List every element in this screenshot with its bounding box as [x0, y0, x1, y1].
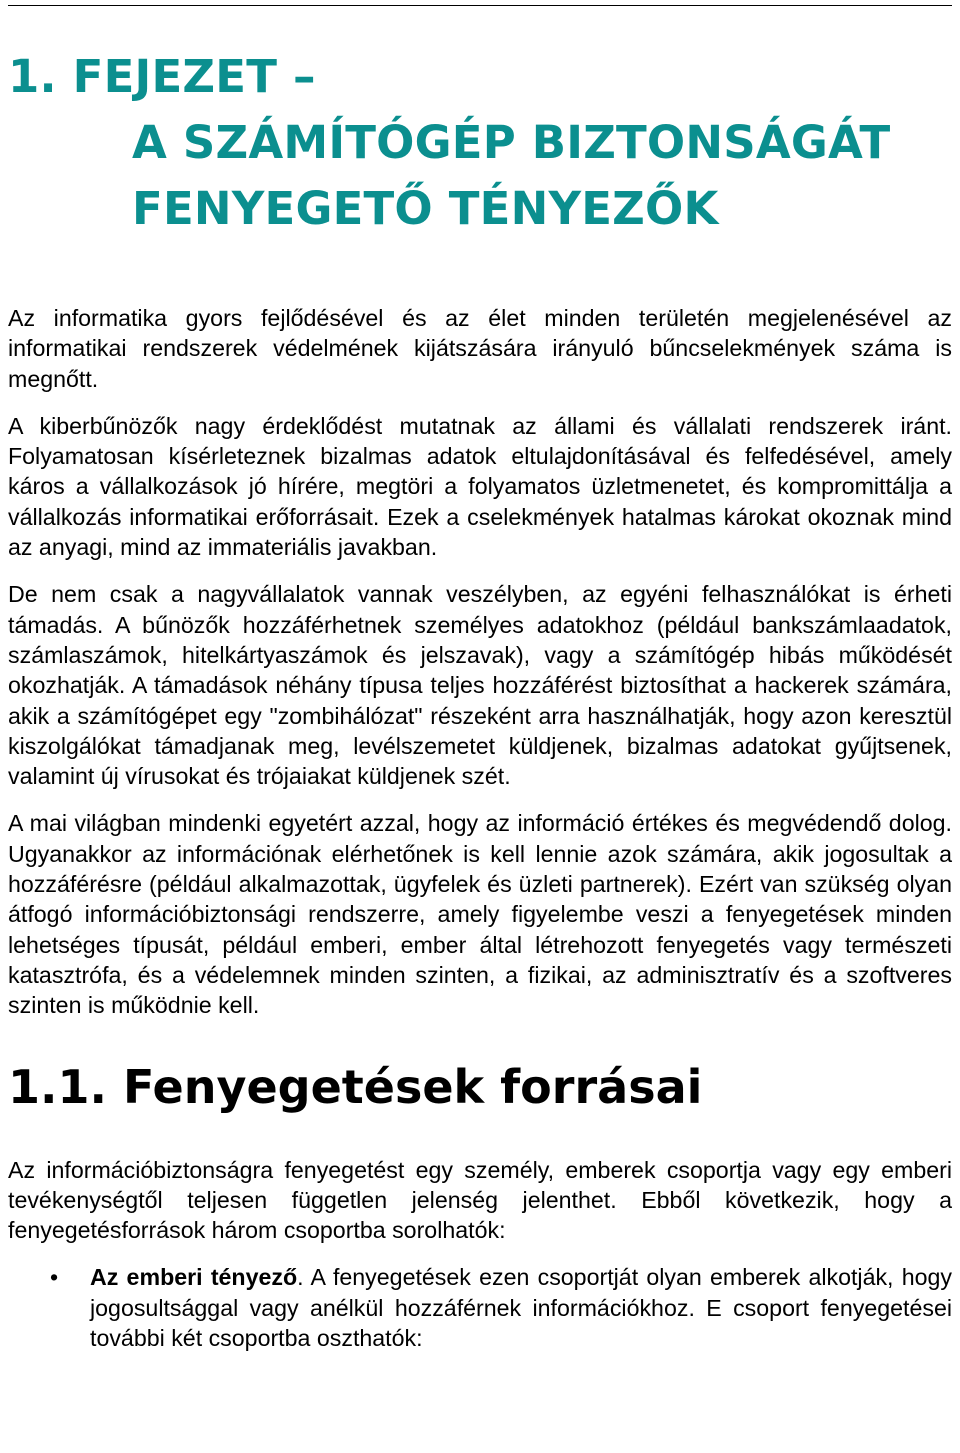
chapter-number: 1. FEJEZET –	[8, 50, 316, 103]
paragraph-1: Az informatika gyors fejlődésével és az élet minden területén megjelenésével az informatikai rendszerek védelmének kijátszására irányuló bűncselekmények száma is megnőtt.	[8, 305, 952, 392]
chapter-title-line-1: A SZÁMÍTÓGÉP BIZTONSÁGÁT	[132, 116, 891, 169]
paragraph-3: De nem csak a nagyvállalatok vannak veszélyben, az egyéni felhasználókat is érheti támadás. A bűnözők hozzáférhetnek személyes adatokhoz (például bankszámlaadatok, számlaszámok, hitelkártyaszámok és jelszavak), vagy a számítógép hibás működését okozhatják. A támadások néhány típusa teljes hozzáférést biztosíthat a hackerek számára, akik a számítógépet egy "zombihálózat" részeként arra használhatják, hogy azon keresztül kiszolgálókat támadjanak meg, levélszemetet küldjenek, bizalmas adatokat gyűjtsenek, valamint új vírusokat és trójaiakat küldjenek szét.	[8, 581, 952, 790]
paragraph-4: A mai világban mindenki egyetért azzal, hogy az információ értékes és megvédendő dolog. Ugyanakkor az információnak elérhetőnek is kell lennie azok számára, akik jogosultak a hozzáférésre (például alkalmazottak, ügyfelek és üzleti partnerek). Ezért van szükség olyan átfogó információbiztonsági rendszerre, amely figyelembe veszi a fenyegetések minden lehetséges típusát, például emberi, ember által létrehozott fenyegetés vagy természeti katasztrófa, és a védelemnek minden szinten, a fizikai, az adminisztratív és a szoftveres szinten is működnie kell.	[8, 810, 952, 1019]
chapter-heading	[8, 44, 952, 242]
top-rule	[8, 5, 952, 6]
bullet-term: Az emberi tényező	[90, 1264, 298, 1291]
document-body	[8, 303, 952, 1353]
bullet-item	[8, 1262, 952, 1353]
paragraph-2: A kiberbűnözők nagy érdeklődést mutatnak az állami és vállalati rendszerek iránt. Folyamatosan kísérleteznek bizalmas adatok eltulajdonításával és felfedésével, amely káros a vállalkozások jó hírére, megtöri a folyamatos üzletmenetet, és kompromittálja a vállalkozás informatikai erőforrásait. Ezek a cselekmények hatalmas károkat okoznak mind az anyagi, mind az immateriális javakban.	[8, 412, 952, 561]
section-intro: Az információbiztonságra fenyegetést egy személy, emberek csoportja vagy egy emberi tevékenységtől teljesen független jelenség jelenthet. Ebből következik, hogy a fenyegetésforrások három csoportba sorolhatók:	[8, 1156, 952, 1244]
chapter-title-line-2: FENYEGETŐ TÉNYEZŐK	[132, 182, 719, 235]
bullet-list	[8, 1262, 952, 1353]
bullet-text: . A fenyegetések ezen csoportját olyan emberek alkotják, hogy jogosultsággal vagy anélkül hozzáférnek információkhoz. E csoport fenyegetései további két csoportba oszthatók:	[90, 1264, 953, 1352]
section-title: 1.1. Fenyegetések forrásai	[8, 1059, 703, 1114]
bullet-marker: •	[50, 1264, 59, 1291]
